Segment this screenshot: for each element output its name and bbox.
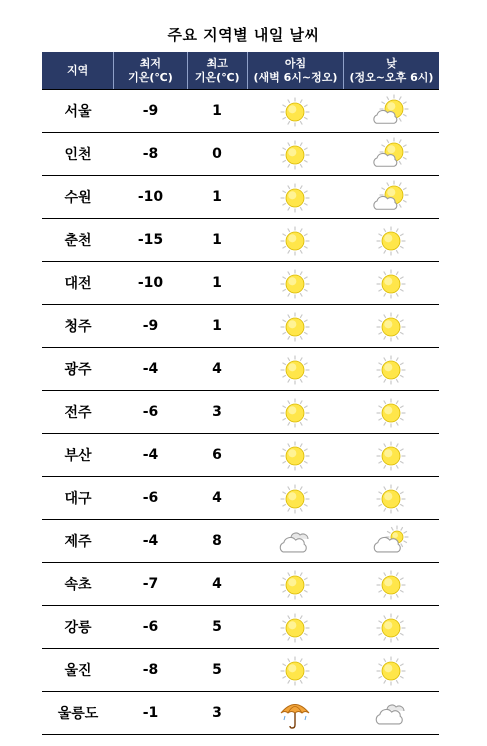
sun-icon [373,481,409,515]
sun-icon [277,180,313,214]
day-weather-cell [343,606,439,648]
table-row [42,477,439,520]
table-row [42,606,439,649]
region-cell: 대전 [64,276,92,292]
table-row [42,520,439,563]
table-row [42,649,439,692]
max-temp-cell: 1 [212,275,222,291]
max-temp-cell: 5 [212,662,222,678]
morning-weather-cell [247,262,343,304]
header-max-line2: 기온(℃) [194,70,240,84]
table-row [42,348,439,391]
max-temp-cell: 1 [212,232,222,248]
partly-cloudy-icon [373,180,409,214]
header-day-line1: 낮 [386,56,397,70]
header-max-line1: 최고 [206,56,228,70]
table-body [42,89,439,735]
day-weather-cell [343,219,439,261]
sun-icon [277,94,313,128]
table-row [42,692,439,735]
max-temp-cell: 1 [212,318,222,334]
table-row [42,89,439,133]
sun-icon [277,223,313,257]
max-temp-cell: 0 [212,146,222,162]
table-row [42,262,439,305]
region-cell: 춘천 [64,233,92,249]
region-cell: 수원 [64,190,92,206]
header-min-temp [114,52,187,89]
umbrella-icon [277,696,313,730]
header-day-line2: (정오~오후 6시) [349,70,434,84]
morning-weather-cell [247,563,343,605]
table-row [42,434,439,477]
table-row [42,176,439,219]
day-weather-cell [343,434,439,476]
sun-icon [277,309,313,343]
cloudy-sun-icon [373,524,409,558]
header-min-line2: 기온(℃) [128,70,173,84]
region-cell: 울릉도 [57,706,99,722]
morning-weather-cell [247,176,343,218]
morning-weather-cell [247,305,343,347]
day-weather-cell [343,348,439,390]
table-header [42,52,439,89]
sun-icon [373,223,409,257]
morning-weather-cell [247,649,343,691]
sun-icon [277,395,313,429]
sun-icon [277,266,313,300]
weather-table [42,52,439,735]
table-row [42,305,439,348]
day-weather-cell [343,391,439,433]
min-temp-cell: -8 [142,146,159,162]
region-cell: 전주 [64,405,92,421]
day-weather-cell [343,563,439,605]
sun-icon [277,352,313,386]
day-weather-cell [343,477,439,519]
header-min-line1: 최저 [139,56,162,70]
cloudy-icon [277,524,313,558]
max-temp-cell: 4 [212,576,222,592]
sun-icon [373,309,409,343]
region-cell: 부산 [64,448,92,464]
min-temp-cell: -6 [142,404,159,420]
sun-icon [373,567,409,601]
sun-icon [277,610,313,644]
day-weather-cell [343,176,439,218]
morning-weather-cell [247,434,343,476]
min-temp-cell: -6 [142,619,159,635]
morning-weather-cell [247,348,343,390]
min-temp-cell: -6 [142,490,159,506]
page-title: 주요 지역별 내일 날씨 [167,26,320,44]
header-region-label: 지역 [67,63,89,77]
sun-icon [277,567,313,601]
max-temp-cell: 1 [212,189,222,205]
min-temp-cell: -10 [137,275,164,291]
min-temp-cell: -9 [142,318,159,334]
morning-weather-cell [247,606,343,648]
morning-weather-cell [247,477,343,519]
header-morning-line1: 아침 [284,56,307,70]
sun-icon [373,395,409,429]
table-row [42,563,439,606]
region-cell: 속초 [64,577,92,593]
morning-weather-cell [247,90,343,132]
region-cell: 제주 [64,534,92,550]
max-temp-cell: 6 [212,447,222,463]
sun-icon [373,653,409,687]
min-temp-cell: -1 [142,705,159,721]
min-temp-cell: -10 [137,189,164,205]
table-row [42,219,439,262]
region-cell: 대구 [64,491,92,507]
sun-icon [373,438,409,472]
max-temp-cell: 1 [212,103,222,119]
region-cell: 울진 [64,663,92,679]
day-weather-cell [343,649,439,691]
min-temp-cell: -7 [142,576,159,592]
min-temp-cell: -9 [142,103,159,119]
sun-icon [277,137,313,171]
header-region [42,52,114,89]
max-temp-cell: 3 [212,404,222,420]
morning-weather-cell [247,520,343,562]
morning-weather-cell [247,133,343,175]
sun-icon [277,653,313,687]
sun-icon [373,266,409,300]
day-weather-cell [343,305,439,347]
header-max-temp [188,52,248,89]
max-temp-cell: 3 [212,705,222,721]
day-weather-cell [343,90,439,132]
region-cell: 서울 [64,104,92,120]
partly-cloudy-icon [373,94,409,128]
min-temp-cell: -15 [137,232,164,248]
sun-icon [277,481,313,515]
header-day [344,52,439,89]
region-cell: 청주 [64,319,92,335]
max-temp-cell: 4 [212,361,222,377]
sun-icon [373,352,409,386]
day-weather-cell [343,520,439,562]
max-temp-cell: 4 [212,490,222,506]
max-temp-cell: 8 [212,533,222,549]
morning-weather-cell [247,219,343,261]
min-temp-cell: -4 [142,447,159,463]
sun-icon [373,610,409,644]
day-weather-cell [343,262,439,304]
region-cell: 인천 [64,147,92,163]
min-temp-cell: -4 [142,533,159,549]
partly-cloudy-icon [373,137,409,171]
region-cell: 강릉 [64,620,92,636]
table-row [42,391,439,434]
table-row [42,133,439,176]
day-weather-cell [343,133,439,175]
sun-icon [277,438,313,472]
header-morning [248,52,344,89]
max-temp-cell: 5 [212,619,222,635]
morning-weather-cell [247,391,343,433]
region-cell: 광주 [64,362,92,378]
day-weather-cell [343,692,439,734]
cloudy-icon [373,696,409,730]
min-temp-cell: -4 [142,361,159,377]
header-morning-line2: (새벽 6시~정오) [253,70,338,84]
morning-weather-cell [247,692,343,734]
min-temp-cell: -8 [142,662,159,678]
